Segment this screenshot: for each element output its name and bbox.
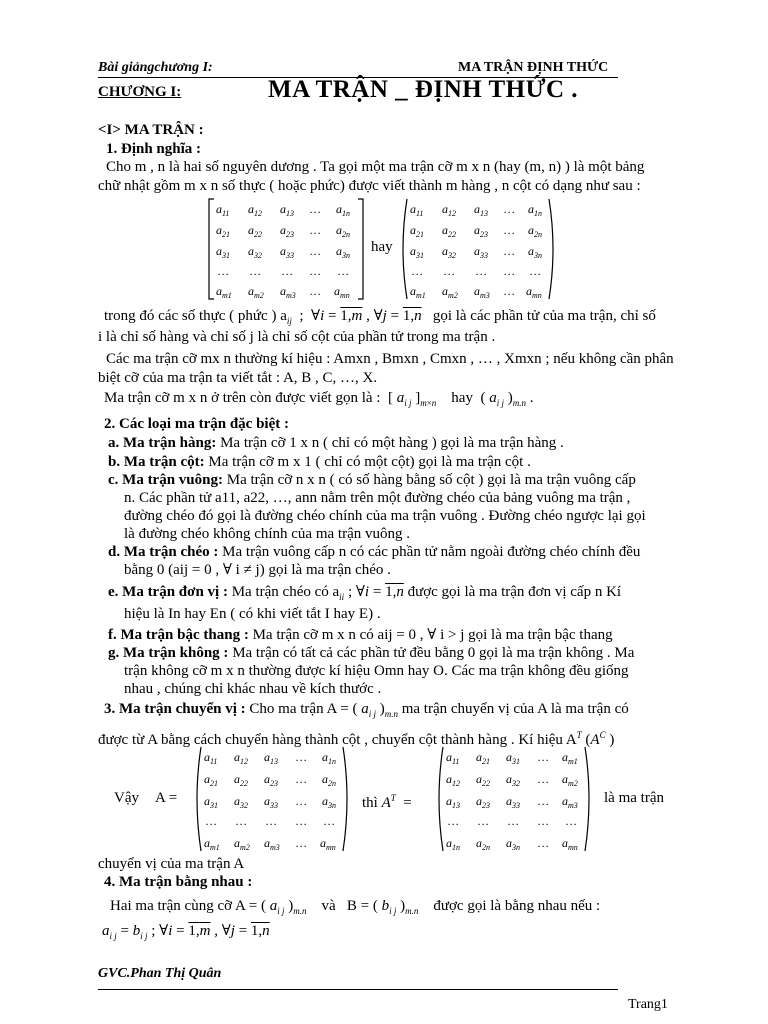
svg-text:…: … <box>296 836 307 850</box>
svg-text:a11: $a_{11}$ <box>204 750 218 766</box>
subsection-heading: 1. Định nghĩa : <box>106 141 202 157</box>
svg-text:a13: $a_{13}$ <box>280 202 294 218</box>
paragraph: chuyển vị của ma trận A <box>98 856 245 872</box>
svg-text:am3: $a_{m3}$ <box>280 284 296 300</box>
svg-text:a1n: $a_{1n}$ <box>336 202 350 218</box>
item-text: Ma trận chéo có a <box>227 584 340 600</box>
thi-text: thì $A^T$ = <box>362 793 412 811</box>
la-ma-tran-text: là ma trận <box>604 790 664 806</box>
paragraph: trong đó các số thực ( phức ) $a_{ij}$ ; ∀i = 1,m , ∀j = 1,n gọi là các phần tử của ma trận, chỉ số <box>104 308 656 326</box>
item-text: Ma trận cỡ m x 1 ( chỉ có một cột) gọi là ma trận cột . <box>204 454 531 470</box>
text-run: ; ∀i = 1,m , ∀j = 1,n <box>147 923 270 939</box>
svg-text:a23: $a_{23}$ <box>476 794 490 810</box>
subsection-heading: 2. Các loại ma trận đặc biệt : <box>104 416 289 432</box>
svg-text:…: … <box>444 264 455 278</box>
item-label: c. Ma trận vuông: <box>108 472 223 488</box>
svg-text:a2n: $a_{2n}$ <box>322 772 336 788</box>
paragraph: trận không cỡ m x n thường được kí hiệu Omn hay O. Các ma trận không đều giống <box>124 663 629 679</box>
svg-text:a21: $a_{21}$ <box>410 223 424 239</box>
svg-text:a21: $a_{21}$ <box>216 223 230 239</box>
svg-text:a1n: $a_{1n}$ <box>322 750 336 766</box>
text-run: ma trận chuyển vị của A là ma trận có <box>397 701 629 717</box>
text-run: Ma trận cỡ m x n ở trên còn được viết gọn là : <box>104 390 381 406</box>
svg-text:…: … <box>538 772 549 786</box>
footer-rule <box>98 989 618 990</box>
svg-text:a11: $a_{11}$ <box>446 750 460 766</box>
svg-text:…: … <box>504 284 515 298</box>
paragraph: biệt cỡ của ma trận ta viết tắt : A, B , C, …, X. <box>98 370 378 386</box>
text-run: gọi là các phần tử của ma trận, chỉ số <box>429 308 656 324</box>
text-run: = <box>403 795 412 811</box>
paragraph: Hai ma trận cùng cỡ A = ( $a_{i j}$ )$_{m.n}$ và B = ( $b_{i j}$ )$_{m.n}$ được gọi là bằng nhau nếu : <box>110 898 601 916</box>
matrix-at <box>434 745 594 858</box>
text-run: a <box>102 923 110 939</box>
svg-text:…: … <box>508 814 519 828</box>
svg-text:…: … <box>566 814 577 828</box>
svg-text:…: … <box>530 264 541 278</box>
paragraph: Cho m , n là hai số nguyên dương . Ta gọi một ma trận cỡ m x n (hay (m, n) ) là một bảng <box>106 159 645 175</box>
svg-text:a3n: $a_{3n}$ <box>528 244 542 260</box>
text-run: được gọi là bằng nhau nếu : <box>433 898 601 914</box>
item-label: f. Ma trận bậc thang : <box>108 627 249 643</box>
svg-text:…: … <box>218 264 229 278</box>
chapter-title: MA TRẬN _ ĐỊNH THỨC . <box>268 76 579 103</box>
svg-text:…: … <box>310 202 321 216</box>
svg-text:am3: $a_{m3}$ <box>562 794 578 810</box>
list-item <box>108 626 613 645</box>
svg-text:a2n: $a_{2n}$ <box>476 836 490 852</box>
item-text: được gọi là ma trận đơn vị cấp n Kí <box>403 584 622 600</box>
paragraph: bằng 0 (aij = 0 , ∀ i ≠ j) gọi là ma trận chéo . <box>124 562 391 578</box>
svg-text:…: … <box>310 244 321 258</box>
svg-text:…: … <box>538 750 549 764</box>
svg-text:a33: $a_{33}$ <box>280 244 294 260</box>
text-run: và <box>321 898 336 914</box>
paragraph: hiệu là In hay En ( có khi viết tắt I hay E) . <box>124 606 381 622</box>
svg-text:…: … <box>310 264 321 278</box>
text-run: được từ A bằng cách chuyển hàng thành cột , chuyển cột thành hàng . Kí hiệu A <box>98 732 577 748</box>
svg-text:…: … <box>250 264 261 278</box>
svg-text:…: … <box>412 264 423 278</box>
svg-text:a12: $a_{12}$ <box>234 750 248 766</box>
svg-text:am1: $a_{m1}$ <box>204 836 220 852</box>
svg-text:…: … <box>538 794 549 808</box>
svg-text:…: … <box>296 814 307 828</box>
page-number: Trang1 <box>628 997 668 1012</box>
svg-text:a33: $a_{33}$ <box>474 244 488 260</box>
list-item <box>108 471 636 490</box>
list-item <box>108 644 634 663</box>
svg-text:a23: $a_{23}$ <box>474 223 488 239</box>
paragraph: chữ nhật gồm m x n số thực ( hoặc phức) được viết thành m hàng , n cột có dạng như sau : <box>98 178 641 194</box>
svg-text:a12: $a_{12}$ <box>446 772 460 788</box>
svg-text:am3: $a_{m3}$ <box>264 836 280 852</box>
svg-text:a31: $a_{31}$ <box>216 244 230 260</box>
svg-text:a13: $a_{13}$ <box>264 750 278 766</box>
topic-header: MA TRẬN ĐỊNH THỨC <box>458 60 609 75</box>
subsection-heading: 3. Ma trận chuyển vị : <box>104 701 246 717</box>
vay-text: Vậy <box>114 790 139 806</box>
matrix-display <box>192 745 352 853</box>
svg-text:…: … <box>236 814 247 828</box>
text-run: B = <box>346 898 370 914</box>
svg-text:a32: $a_{32}$ <box>442 244 456 260</box>
item-label: g. Ma trận không : <box>108 645 229 661</box>
svg-text:a22: $a_{22}$ <box>476 772 490 788</box>
svg-text:amn: $a_{mn}$ <box>526 284 542 300</box>
svg-text:a22: $a_{22}$ <box>248 223 262 239</box>
item-text: Ma trận cỡ 1 x n ( chỉ có một hàng ) gọi là ma trận hàng . <box>216 435 564 451</box>
text-run: Hai ma trận cùng cỡ A = <box>110 898 258 914</box>
item-label: d. Ma trận chéo : <box>108 544 219 560</box>
item-label: a. Ma trận hàng: <box>108 435 217 451</box>
svg-text:…: … <box>338 264 349 278</box>
subsection-heading: 4. Ma trận bằng nhau : <box>104 874 253 890</box>
list-item <box>108 453 531 472</box>
paragraph: là đường chéo không chính của ma trận vuông . <box>124 526 410 542</box>
svg-text:…: … <box>504 264 515 278</box>
svg-text:…: … <box>310 223 321 237</box>
svg-text:…: … <box>538 836 549 850</box>
svg-text:a3n: $a_{3n}$ <box>322 794 336 810</box>
paragraph: i là chỉ số hàng và chỉ số j là chỉ số cột của phần tử trong ma trận . <box>98 329 496 345</box>
svg-text:…: … <box>478 814 489 828</box>
matrix-display <box>398 197 558 301</box>
svg-text:…: … <box>504 202 515 216</box>
chapter-label: CHƯƠNG I: <box>98 84 182 100</box>
matrix-a <box>192 745 352 858</box>
svg-text:…: … <box>206 814 217 828</box>
svg-text:…: … <box>296 794 307 808</box>
svg-text:a32: $a_{32}$ <box>248 244 262 260</box>
svg-text:a2n: $a_{2n}$ <box>336 223 350 239</box>
list-item <box>108 434 564 453</box>
svg-text:am2: $a_{m2}$ <box>234 836 250 852</box>
svg-text:a1n: $a_{1n}$ <box>528 202 542 218</box>
item-text: Ma trận cỡ m x n có aij = 0 , ∀ i > j gọi là ma trận bậc thang <box>248 627 613 643</box>
section-heading: <I> MA TRẬN : <box>98 122 204 138</box>
svg-text:a11: $a_{11}$ <box>216 202 230 218</box>
paragraph: nhau , chúng chỉ khác nhau về kích thước . <box>124 681 382 697</box>
svg-text:…: … <box>538 814 549 828</box>
paragraph: n. Các phần tử a11, a22, …, ann nằm trên một đường chéo của bảng vuông ma trận , <box>124 490 631 506</box>
svg-text:a31: $a_{31}$ <box>204 794 218 810</box>
svg-text:am1: $a_{m1}$ <box>410 284 426 300</box>
svg-text:a21: $a_{21}$ <box>476 750 490 766</box>
paragraph: $a_{i j} = b_{i j}$ ; ∀i = 1,m , ∀j = 1,n <box>102 923 270 941</box>
item-label: e. Ma trận đơn vị : <box>108 584 228 600</box>
list-item <box>108 543 640 562</box>
text-run: Cho ma trận A = <box>245 701 349 717</box>
text-run: trong đó các số thực ( phức ) a <box>104 308 287 324</box>
a-equals: A = <box>155 790 178 806</box>
svg-text:am3: $a_{m3}$ <box>474 284 490 300</box>
svg-text:am1: $a_{m1}$ <box>216 284 232 300</box>
svg-text:a13: $a_{13}$ <box>446 794 460 810</box>
svg-text:…: … <box>476 264 487 278</box>
svg-text:a22: $a_{22}$ <box>234 772 248 788</box>
matrix-display <box>206 197 366 301</box>
svg-text:a12: $a_{12}$ <box>248 202 262 218</box>
svg-text:…: … <box>324 814 335 828</box>
svg-text:am2: $a_{m2}$ <box>442 284 458 300</box>
svg-text:a23: $a_{23}$ <box>280 223 294 239</box>
text-run: thì <box>362 795 378 811</box>
svg-text:a12: $a_{12}$ <box>442 202 456 218</box>
svg-text:…: … <box>296 750 307 764</box>
svg-text:a31: $a_{31}$ <box>410 244 424 260</box>
item-text: Ma trận vuông cấp n có các phần tử nằm ngoài đường chéo chính đều <box>218 544 641 560</box>
svg-text:amn: $a_{mn}$ <box>562 836 578 852</box>
svg-text:a1n: $a_{1n}$ <box>446 836 460 852</box>
svg-text:a23: $a_{23}$ <box>264 772 278 788</box>
svg-text:a33: $a_{33}$ <box>264 794 278 810</box>
svg-text:a31: $a_{31}$ <box>506 750 520 766</box>
matrix-paren <box>398 197 558 306</box>
author-name: GVC.Phan Thị Quân <box>98 966 222 981</box>
matrix-display <box>434 745 594 853</box>
paragraph: Các ma trận cỡ mx n thường kí hiệu : Amxn , Bmxn , Cmxn , … , Xmxn ; nếu không cần phân <box>106 351 674 367</box>
svg-text:a32: $a_{32}$ <box>506 772 520 788</box>
item-text: Ma trận cỡ n x n ( có số hàng bằng số cột ) gọi là ma trận vuông cấp <box>223 472 636 488</box>
paragraph: 3. Ma trận chuyển vị : Cho ma trận A = ( $a_{i j}$ )$_{m.n}$ ma trận chuyển vị của A là ma trận có <box>104 701 629 719</box>
svg-text:a22: $a_{22}$ <box>442 223 456 239</box>
paragraph: Ma trận cỡ m x n ở trên còn được viết gọn là : [ $a_{i j}$ ]$_{m\times n}$ hay ( $a_{i j}$ )$_{m.n}$ . <box>104 390 534 408</box>
svg-text:a21: $a_{21}$ <box>204 772 218 788</box>
svg-text:a2n: $a_{2n}$ <box>528 223 542 239</box>
text-run: hay <box>451 390 473 406</box>
svg-text:amn: $a_{mn}$ <box>334 284 350 300</box>
lecture-header: Bài giảngchương I: <box>98 60 213 75</box>
svg-text:…: … <box>504 223 515 237</box>
paragraph: được từ A bằng cách chuyển hàng thành cột , chuyển cột thành hàng . Kí hiệu $A^T$ ($A^C$ ) <box>98 730 615 748</box>
svg-text:…: … <box>448 814 459 828</box>
item-label: b. Ma trận cột: <box>108 454 205 470</box>
svg-text:am2: $a_{m2}$ <box>248 284 264 300</box>
svg-text:a11: $a_{11}$ <box>410 202 424 218</box>
svg-text:amn: $a_{mn}$ <box>320 836 336 852</box>
svg-text:a3n: $a_{3n}$ <box>336 244 350 260</box>
svg-text:…: … <box>310 284 321 298</box>
svg-text:…: … <box>266 814 277 828</box>
matrix-bracket <box>206 197 366 306</box>
svg-text:a33: $a_{33}$ <box>506 794 520 810</box>
paragraph: đường chéo đó gọi là đường chéo chính của ma trận vuông . Đường chéo ngược lại gọi <box>124 508 646 524</box>
list-item: e. Ma trận đơn vị : Ma trận chéo có $a_{ii}$ ; ∀i = 1,n được gọi là ma trận đơn vị cấp n Kí <box>108 584 622 602</box>
item-text: Ma trận có tất cả các phần tử đều bằng 0 gọi là ma trận không . Ma <box>228 645 635 661</box>
svg-text:a3n: $a_{3n}$ <box>506 836 520 852</box>
svg-text:a13: $a_{13}$ <box>474 202 488 218</box>
svg-text:…: … <box>296 772 307 786</box>
svg-text:…: … <box>282 264 293 278</box>
svg-text:a32: $a_{32}$ <box>234 794 248 810</box>
svg-text:…: … <box>504 244 515 258</box>
svg-text:am2: $a_{m2}$ <box>562 772 578 788</box>
svg-text:am1: $a_{m1}$ <box>562 750 578 766</box>
hay-text: hay <box>371 239 393 255</box>
